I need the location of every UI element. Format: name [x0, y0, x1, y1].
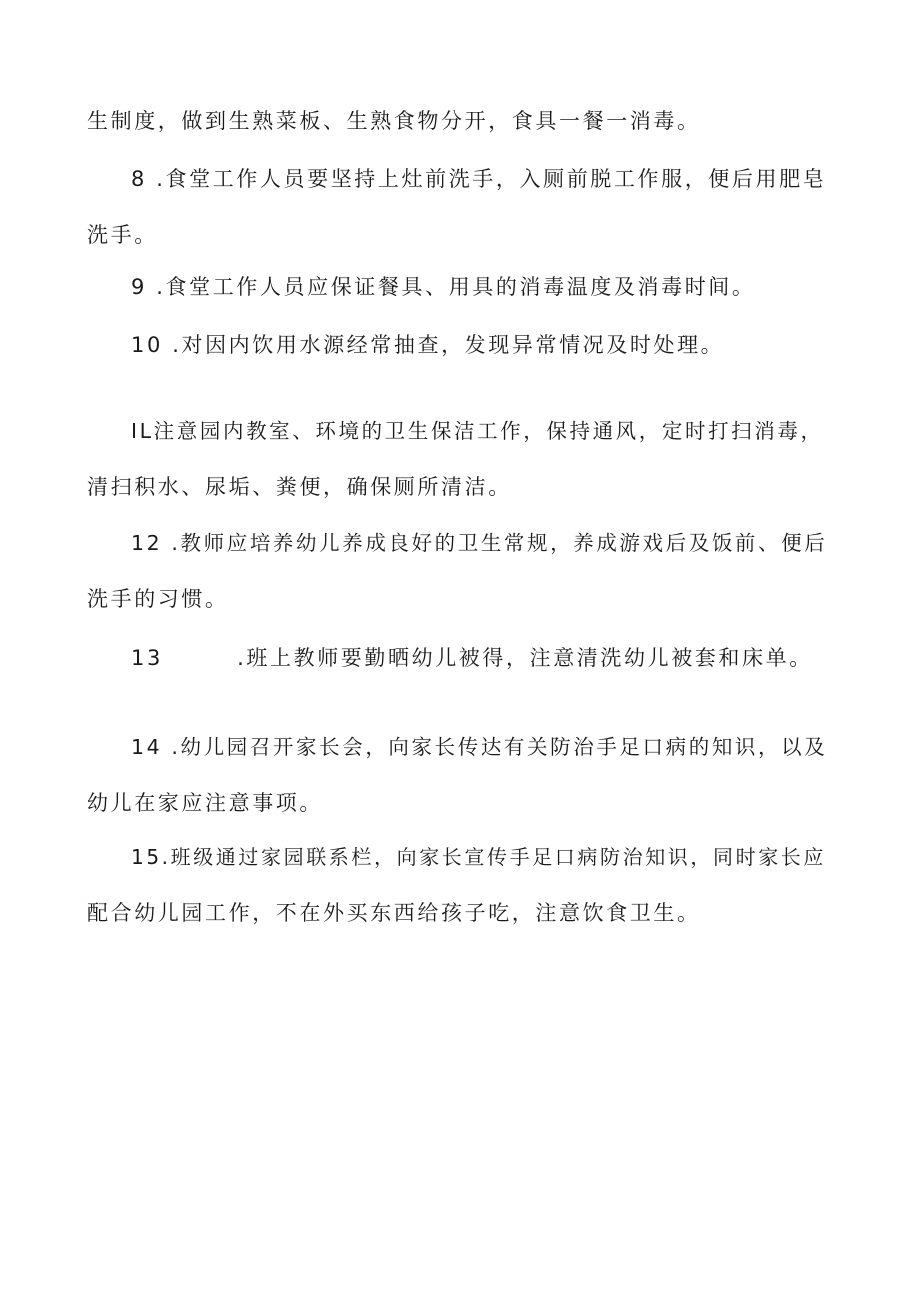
paragraph-11-line-2: 清扫积水、尿垢、粪便，确保厕所清洁。 [87, 475, 512, 499]
paragraph-14-line-1: 14 .幼儿园召开家长会，向家长传达有关防治手足口病的知识，以及 [131, 735, 828, 759]
paragraph-12-line-1: 12 .教师应培养幼儿养成良好的卫生常规，养成游戏后及饭前、便后 [131, 531, 828, 555]
paragraph-15-line-1: 15.班级通过家园联系栏，向家长宣传手足口病防治知识，同时家长应 [131, 845, 827, 869]
paragraph-11-line-1: IL注意园内教室、环境的卫生保洁工作，保持通风，定时打扫消毒， [131, 419, 824, 443]
paragraph-8-line-2: 洗手。 [87, 223, 158, 247]
paragraph-12-line-2: 洗手的习惯。 [87, 587, 229, 611]
paragraph-9-line-1: 9 .食堂工作人员应保证餐具、用具的消毒温度及消毒时间。 [131, 275, 756, 299]
paragraph-14-line-2: 幼儿在家应注意事项。 [87, 791, 323, 815]
paragraph-8-line-1: 8 .食堂工作人员要坚持上灶前洗手，入厕前脱工作服，便后用肥皂 [131, 167, 827, 191]
paragraph-10-line-1: 10 .对因内饮用水源经常抽查，发现异常情况及时处理。 [131, 333, 725, 357]
paragraph-15-line-2: 配合幼儿园工作，不在外买东西给孩子吃，注意饮食卫生。 [87, 901, 701, 925]
paragraph-7-line-1: 生制度，做到生熟菜板、生熟食物分开，食具一餐一消毒。 [87, 109, 701, 133]
paragraph-13-line-1: 13 .班上教师要勤晒幼儿被得，注意清洗幼儿被套和床单。 [131, 646, 813, 670]
